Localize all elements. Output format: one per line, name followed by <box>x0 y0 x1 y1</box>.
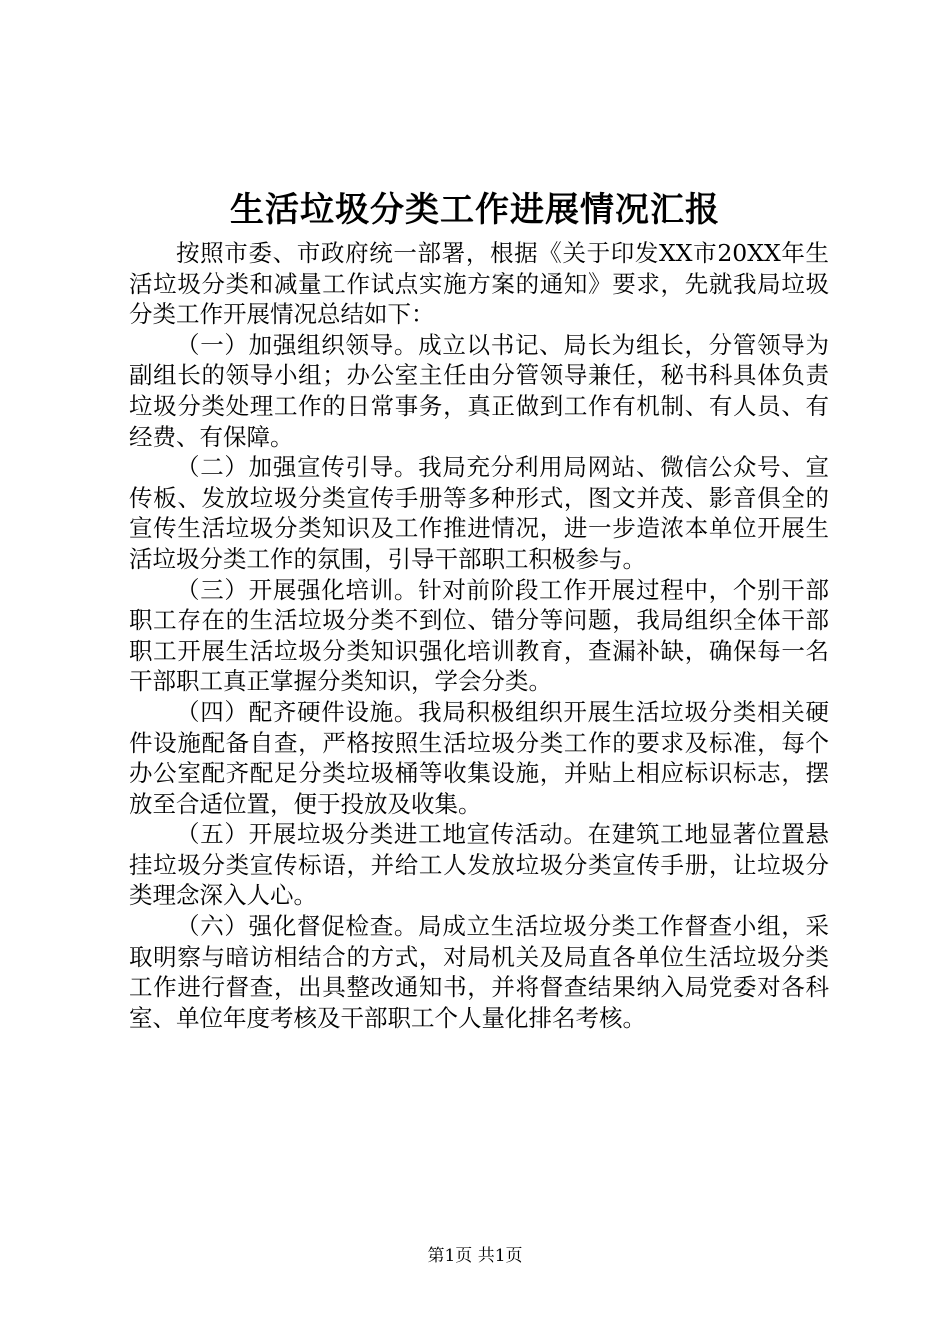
section-paragraph-6: （六）强化督促检查。局成立生活垃圾分类工作督查小组，采取明察与暗访相结合的方式，对局机关及局直各单位生活垃圾分类工作进行督查，出具整改通知书，并将督查结果纳入局党委对各科室、单位年度考核及干部职工个人量化排名考核。 <box>129 912 829 1032</box>
section-paragraph-2: （二）加强宣传引导。我局充分利用局网站、微信公众号、宣传板、发放垃圾分类宣传手册等多种形式，图文并茂、影音俱全的宣传生活垃圾分类知识及工作推进情况，进一步造浓本单位开展生活垃圾分类工作的氛围，引导干部职工积极参与。 <box>129 453 829 573</box>
document-title: 生活垃圾分类工作进展情况汇报 <box>230 190 720 230</box>
document-body <box>129 238 829 1033</box>
page-number-footer: 第1页 共1页 <box>427 1246 523 1266</box>
section-paragraph-1: （一）加强组织领导。成立以书记、局长为组长，分管领导为副组长的领导小组；办公室主任由分管领导兼任，秘书科具体负责垃圾分类处理工作的日常事务，真正做到工作有机制、有人员、有经费、有保障。 <box>129 330 829 451</box>
section-paragraph-4: （四）配齐硬件设施。我局积极组织开展生活垃圾分类相关硬件设施配备自查，严格按照生活垃圾分类工作的要求及标准，每个办公室配齐配足分类垃圾桶等收集设施，并贴上相应标识标志，摆放至合适位置，便于投放及收集。 <box>129 697 829 818</box>
section-paragraph-5: （五）开展垃圾分类进工地宣传活动。在建筑工地显著位置悬挂垃圾分类宣传标语，并给工人发放垃圾分类宣传手册，让垃圾分类理念深入人心。 <box>129 820 829 910</box>
intro-paragraph: 按照市委、市政府统一部署，根据《关于印发XX市20XX年生活垃圾分类和减量工作试点实施方案的通知》要求，先就我局垃圾分类工作开展情况总结如下： <box>129 239 829 329</box>
section-paragraph-3: （三）开展强化培训。针对前阶段工作开展过程中，个别干部职工存在的生活垃圾分类不到位、错分等问题，我局组织全体干部职工开展生活垃圾分类知识强化培训教育，查漏补缺，确保每一名干部职工真正掌握分类知识，学会分类。 <box>129 575 829 696</box>
